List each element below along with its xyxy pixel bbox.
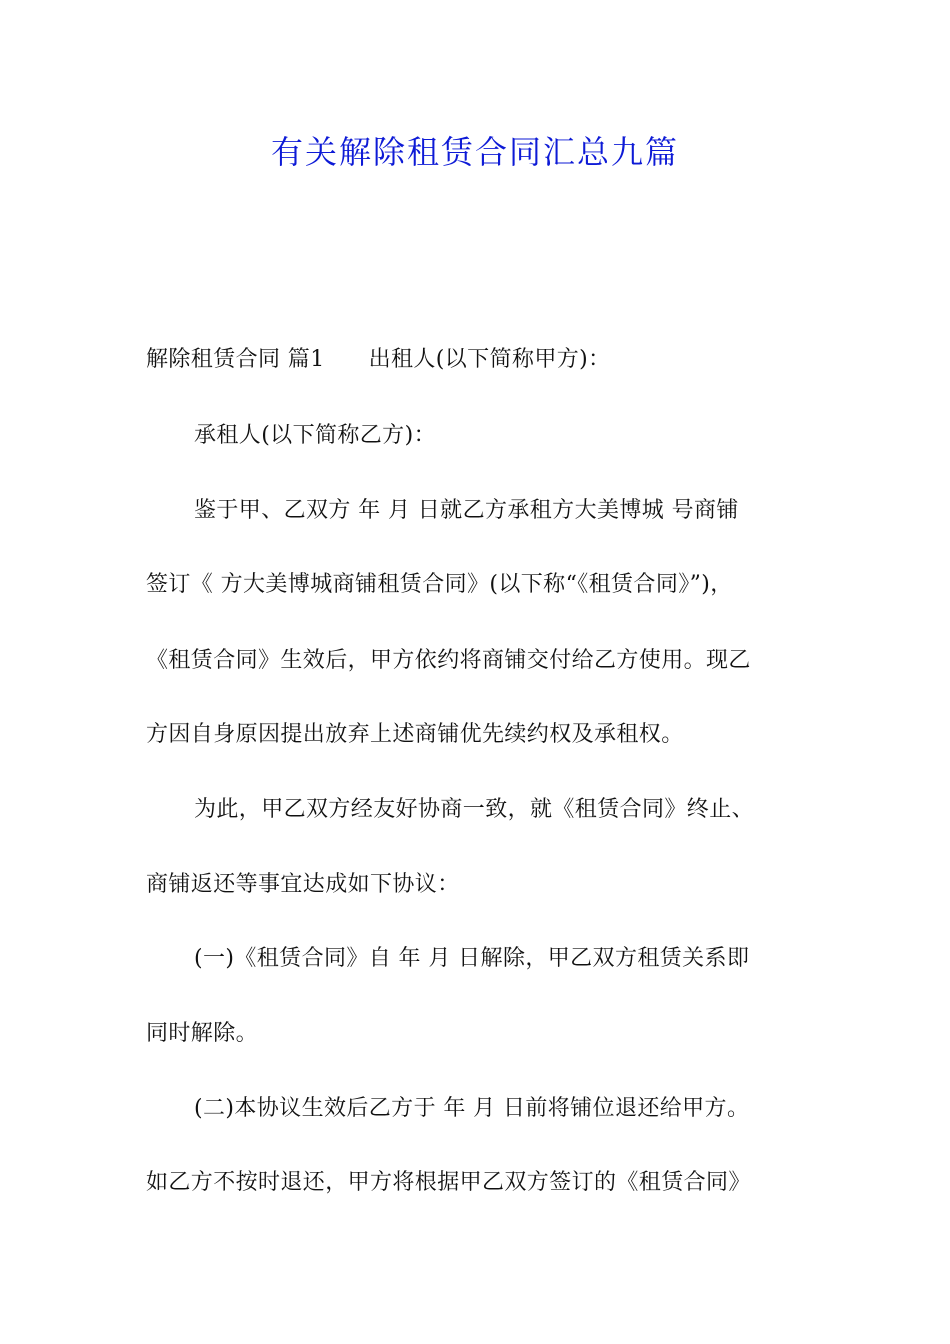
clause-one-line: (一)《租赁合同》自 年 月 日解除，甲乙双方租赁关系即 xyxy=(194,946,750,971)
paragraph-line: 方因自身原因提出放弃上述商铺优先续约权及承租权。 xyxy=(146,722,684,747)
document-title: 有关解除租赁合同汇总九篇 xyxy=(270,133,679,171)
lessee-line: 承租人(以下简称乙方)： xyxy=(194,423,436,448)
clause-two-line: (二)本协议生效后乙方于 年 月 日前将铺位退还给甲方。 xyxy=(194,1096,750,1121)
paragraph-line: 为此，甲乙双方经友好协商一致，就《租赁合同》终止、 xyxy=(194,797,755,822)
lessor-line: 出租人(以下简称甲方)： xyxy=(368,347,611,372)
paragraph-first-line xyxy=(146,344,826,376)
clause-one-line: 同时解除。 xyxy=(146,1021,259,1046)
paragraph-line: 商铺返还等事宜达成如下协议： xyxy=(146,872,460,897)
paragraph-line: 签订《 方大美博城商铺租赁合同》(以下称“《租赁合同》”)， xyxy=(146,572,733,597)
section-label: 解除租赁合同 篇1 xyxy=(146,347,325,372)
clause-two-line: 如乙方不按时退还，甲方将根据甲乙双方签订的《租赁合同》 xyxy=(146,1170,751,1195)
paragraph-line: 鉴于甲、乙双方 年 月 日就乙方承租方大美博城 号商铺 xyxy=(194,498,739,523)
paragraph-line: 《租赁合同》生效后，甲方依约将商铺交付给乙方使用。现乙 xyxy=(146,648,751,673)
